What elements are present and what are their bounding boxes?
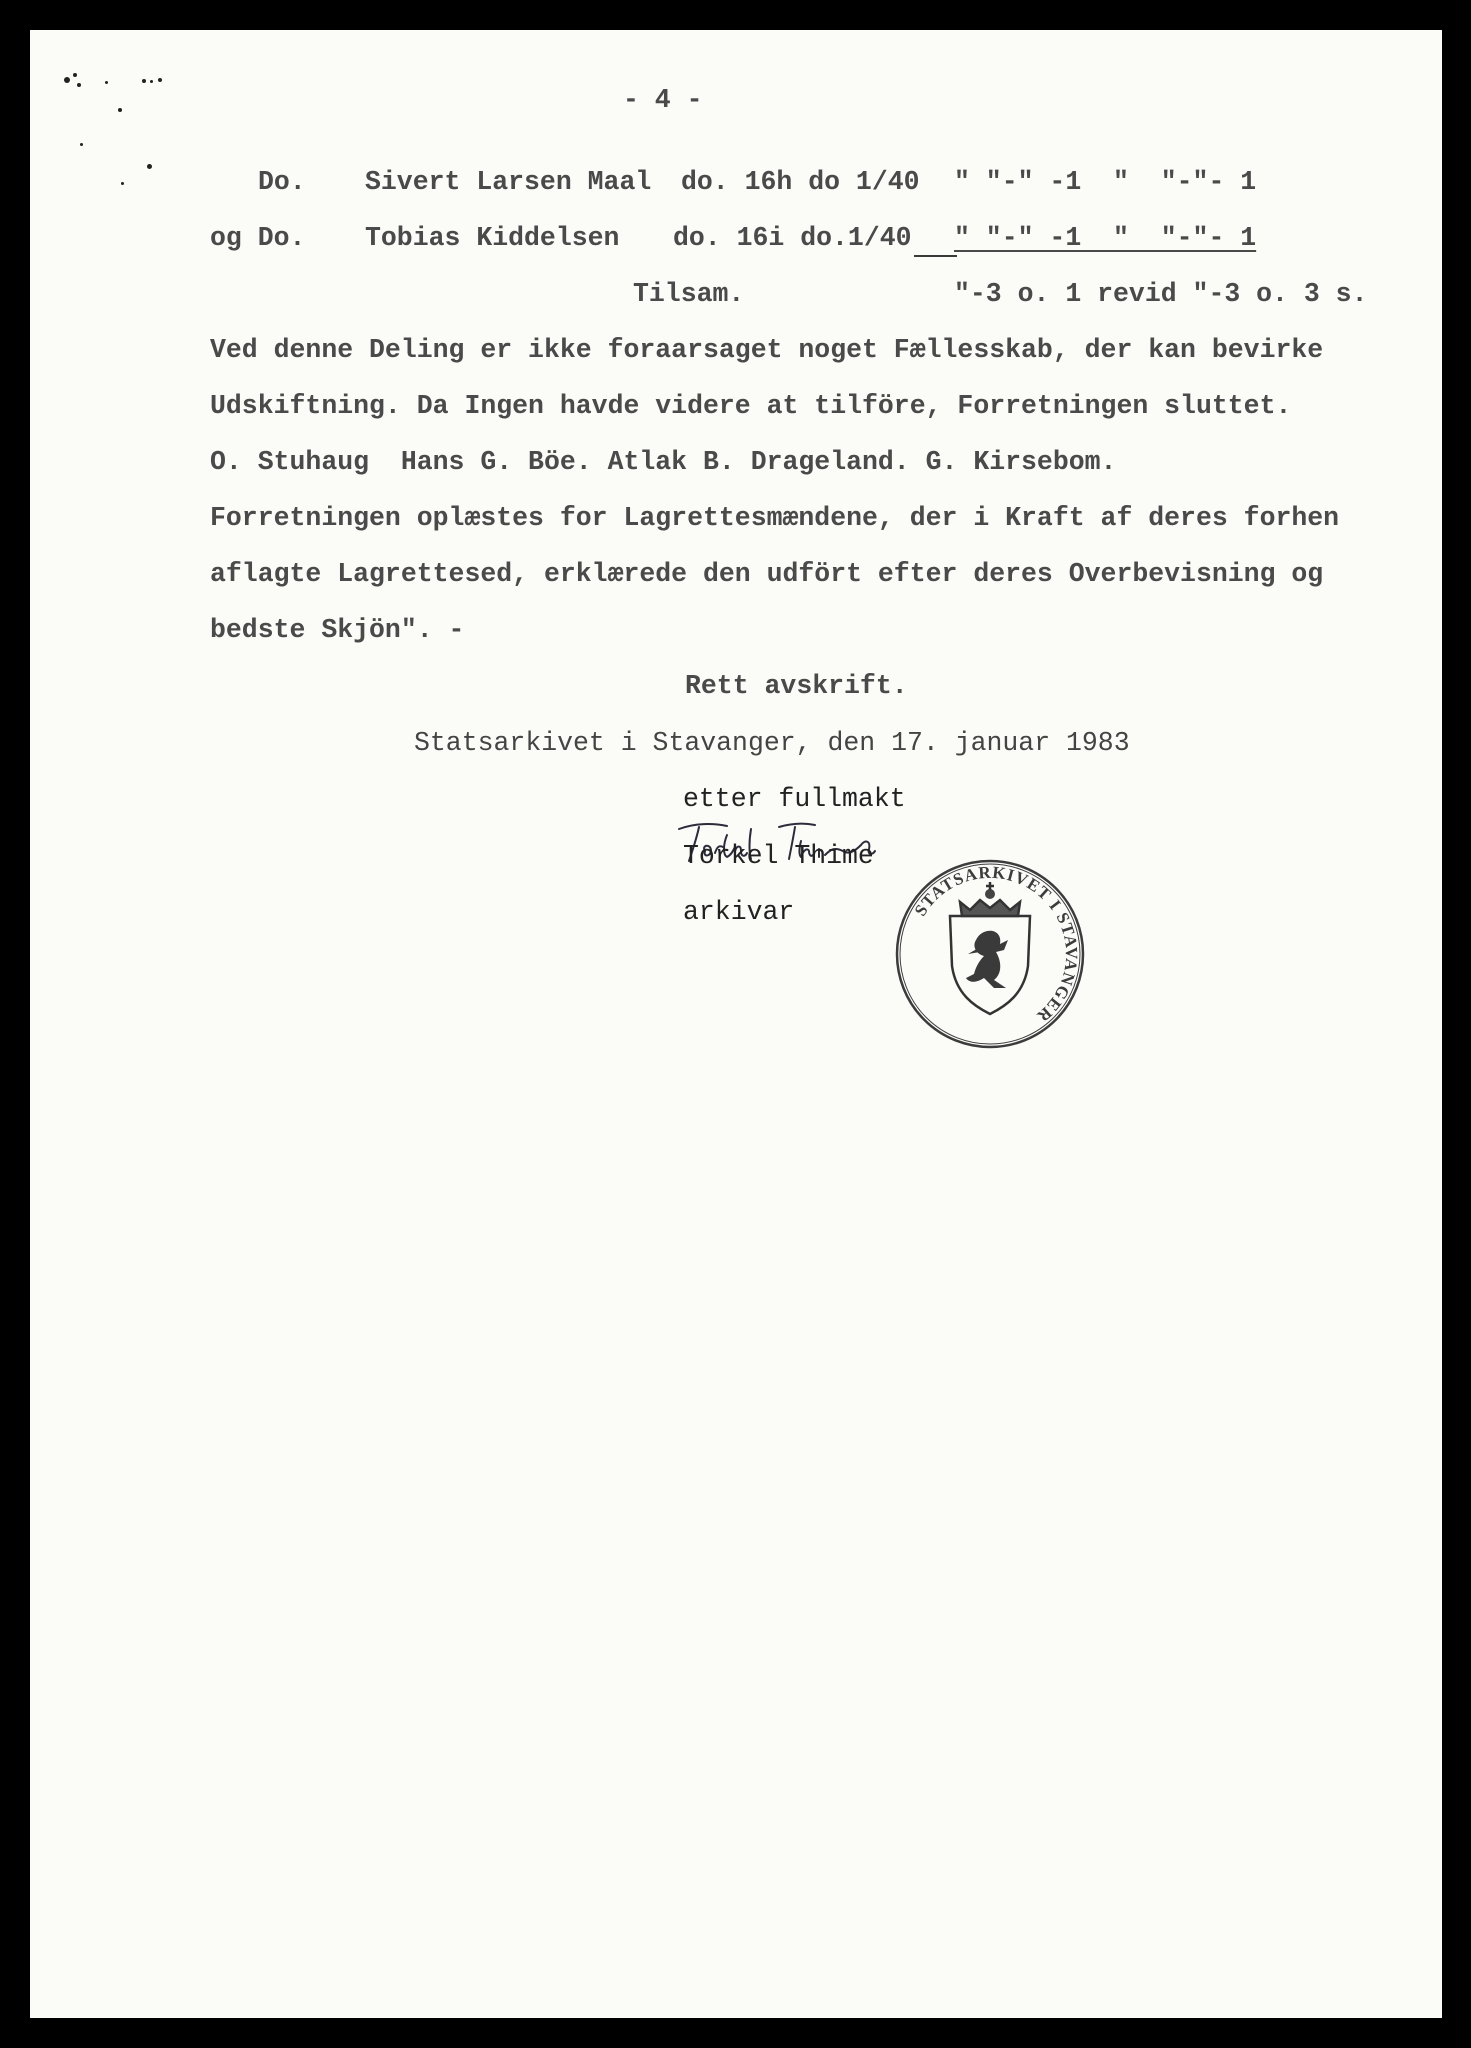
authority-line: etter fullmakt <box>683 784 906 814</box>
paragraph-line: Ved denne Deling er ikke foraarsaget noget Fællesskab, der kan bevirke <box>210 335 1324 365</box>
paragraph-line: O. Stuhaug Hans G. Böe. Atlak B. Drageland. G. Kirsebom. <box>210 447 1117 477</box>
margin-speck <box>77 83 81 87</box>
row-prefix: og Do. <box>210 223 306 253</box>
margin-speck <box>73 73 77 77</box>
margin-speck <box>150 80 153 83</box>
place-date: Statsarkivet i Stavanger, den 17. januar 1983 <box>414 728 1130 758</box>
row-prefix: Do. <box>258 167 306 197</box>
sum-underline <box>914 255 957 257</box>
paragraph-line: aflagte Lagrettesed, erklærede den udfört efter deres Overbevisning og <box>210 559 1324 589</box>
margin-speck <box>118 108 122 112</box>
row-values: " "-" -1 " "-"- 1 <box>954 167 1257 197</box>
margin-speck <box>142 79 146 83</box>
row-ref: do. 16h do 1/40 <box>681 167 920 197</box>
total-values: "-3 o. 1 revid "-3 o. 3 s. <box>954 279 1368 309</box>
margin-speck <box>121 182 124 185</box>
official-stamp <box>890 854 1090 1054</box>
page-number: - 4 - <box>623 85 703 115</box>
row-values: " "-" -1 " "-"- 1 <box>954 223 1257 253</box>
signer-name: Torkel Thime <box>683 841 874 871</box>
signature-text: Torkel Thime <box>675 815 683 816</box>
signer-title: arkivar <box>683 897 795 927</box>
row-ref: do. 16i do.1/40 <box>673 223 912 253</box>
paragraph-line: Udskiftning. Da Ingen havde videre at tilföre, Forretningen sluttet. <box>210 391 1292 421</box>
certification: Rett avskrift. <box>685 671 908 701</box>
total-label: Tilsam. <box>633 279 745 309</box>
margin-speck <box>105 81 108 84</box>
row-name: Sivert Larsen Maal <box>365 167 652 197</box>
margin-speck <box>158 78 162 82</box>
paragraph-line: bedste Skjön". - <box>210 615 465 645</box>
document-page <box>30 30 1442 2018</box>
stamp-lettering: STATSARKIVET I STAVANGER <box>910 862 1082 1027</box>
margin-speck <box>147 164 152 169</box>
row-name: Tobias Kiddelsen <box>365 223 620 253</box>
margin-speck <box>80 143 83 146</box>
margin-speck <box>64 77 70 83</box>
paragraph-line: Forretningen oplæstes for Lagrettesmændene, der i Kraft af deres forhen <box>210 503 1340 533</box>
